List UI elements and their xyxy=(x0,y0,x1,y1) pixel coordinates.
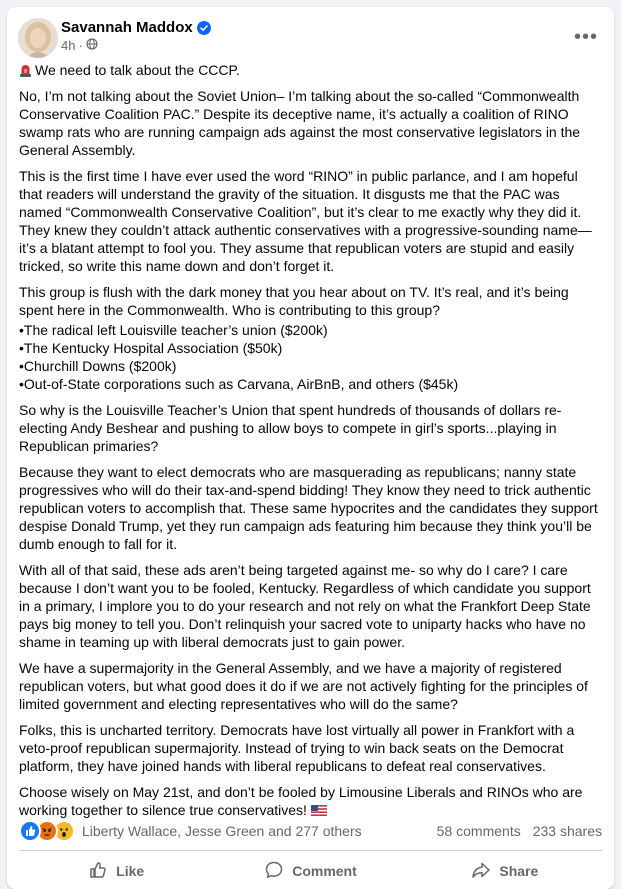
comments-count[interactable]: 58 comments xyxy=(436,823,521,839)
post-paragraph: We have a supermajority in the General Assembly, and we have a majority of registered republican voters, but what good does it do if we are not actively fighting for the principles of limited government and electing representatives who will do the same? xyxy=(19,660,588,712)
post-paragraph: Choose wisely on May 21st, and don’t be fooled by Limousine Liberals and RINOs who are working together to silence true conservatives! xyxy=(19,784,583,818)
post-paragraph: So why is the Louisville Teacher’s Union that spent hundreds of thousands of dollars re-electing Andy Beshear and pushing to allow boys to compete in girl’s sports...playing in Republican primaries? xyxy=(19,402,562,454)
share-icon xyxy=(471,860,491,883)
like-button[interactable] xyxy=(19,853,213,889)
post-paragraph: We need to talk about the CCCP. xyxy=(19,61,604,79)
post-paragraph: No, I’m not talking about the Soviet Union– I’m talking about the so-called “Commonwealth Conservative Coalition PAC.” Despite its deceptive name, it’s actually a coalition of RINO swamp rats who are running campaign ads against the most conservative legislators in the General Assembly. xyxy=(19,88,581,158)
contributors-list xyxy=(19,321,604,393)
comment-label: Comment xyxy=(292,863,357,879)
separator-dot: · xyxy=(78,38,83,53)
shares-count[interactable]: 233 shares xyxy=(532,823,602,839)
share-button[interactable] xyxy=(408,853,602,889)
post-body xyxy=(19,61,604,827)
reactors-text[interactable]: Liberty Wallace, Jesse Green and 277 others xyxy=(82,823,362,839)
reactions-summary[interactable] xyxy=(19,820,362,842)
post-paragraph: Folks, this is uncharted territory. Democrats have lost virtually all power in Frankfort with a veto-proof republican supermajority. Instead of trying to win back seats on the Democrat platform, they have joined hands with liberal republicans to defeat real conservatives. xyxy=(19,722,575,774)
comment-button[interactable] xyxy=(213,853,407,889)
post-paragraph: Because they want to elect democrats who are masquerading as republicans; nanny state progressives who will do their tax-and-spend bidding! They know they need to trick authentic republican voters to accomplish that. These same hypocrites and the candidates they support despise Donald Trump, yet they run campaign ads featuring him because they think you’ll be dumb enough to fall for it. xyxy=(19,464,598,552)
list-item: •Out-of-State corporations such as Carvana, AirBnB, and others ($45k) xyxy=(19,376,459,392)
action-bar xyxy=(19,853,602,889)
divider xyxy=(19,850,602,851)
like-label: Like xyxy=(116,863,145,879)
share-label: Share xyxy=(499,863,539,879)
siren-emoji xyxy=(19,63,32,77)
post-stats xyxy=(19,820,602,842)
us-flag-emoji xyxy=(311,805,327,816)
like-reaction-icon xyxy=(19,820,41,842)
list-item: •Churchill Downs ($200k) xyxy=(19,358,177,374)
post-card xyxy=(7,7,614,889)
list-item: •The radical left Louisville teacher’s union ($200k) xyxy=(19,322,328,338)
post-time[interactable]: 4h xyxy=(61,38,76,53)
globe-icon xyxy=(86,38,98,53)
avatar[interactable] xyxy=(18,18,58,58)
post-paragraph: This is the first time I have ever used the word “RINO” in public parlance, and I am hopeful that readers will understand the gravity of the situation. It disgusts me that the PAC was named “Commonwealth Conservative Coalition”, but it’s clear to me exactly why they did it. They knew they couldn’t attack authentic conservatives with a progressive-sounding name—it’s a blatant attempt to fool you. They assume that republican voters are stupid and easily tricked, so write this name down and don’t forget it. xyxy=(19,168,592,274)
thumbs-up-icon xyxy=(88,860,108,883)
post-paragraph: With all of that said, these ads aren’t being targeted against me- so why do I care? I care because I don’t want you to be fooled, Kentucky. Regardless of which candidate you support in a primary, I implore you to do your research and not rely on what the Frankfort Deep State pays big money to tell you. Don’t relinquish your sacred vote to uniparty hacks who have no shame in teaming up with liberal democrats just to gain power. xyxy=(19,562,591,650)
more-icon[interactable]: ••• xyxy=(573,25,598,48)
author-name[interactable]: Savannah Maddox xyxy=(61,19,193,36)
list-item: •The Kentucky Hospital Association ($50k) xyxy=(19,340,283,356)
post-paragraph: This group is flush with the dark money that you hear about on TV. It’s real, and it’s being spent here in the Commonwealth. Who is contributing to this group? xyxy=(19,284,569,318)
verified-badge-icon xyxy=(197,21,211,35)
comment-icon xyxy=(264,860,284,883)
post-header xyxy=(7,7,614,63)
